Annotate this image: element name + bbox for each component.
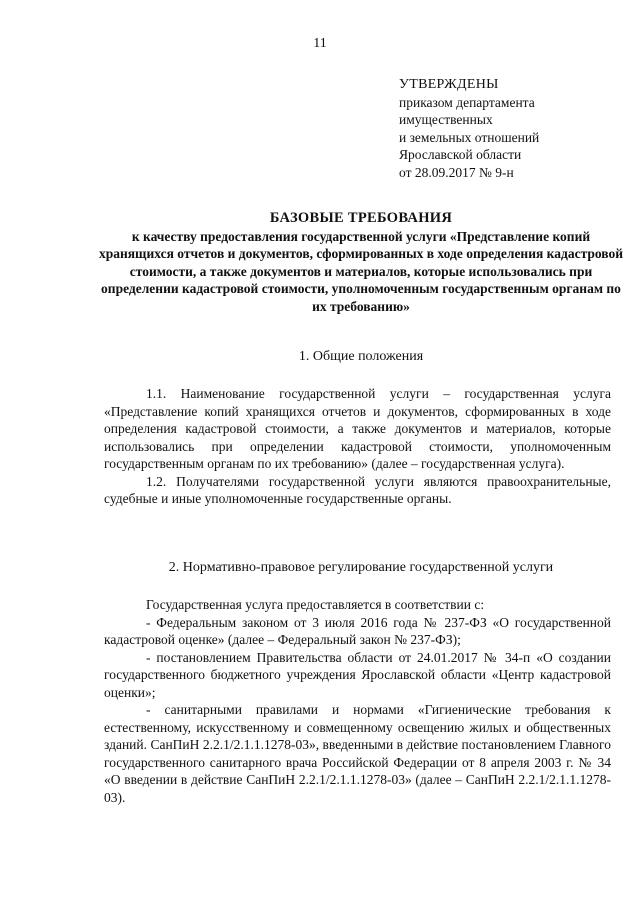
paragraph: 1.2. Получателями государственной услуги являются правоохранительные, судебные и иные уполномоченные государственные органы. [104, 473, 611, 506]
approval-line: от 28.09.2017 № 9-н [399, 164, 514, 180]
paragraph: Государственная услуга предоставляется в соответствии с: [146, 597, 485, 612]
section-body-general [104, 385, 611, 508]
approval-line: Ярославской области [399, 147, 522, 162]
section-heading-regulation: 2. Нормативно-правовое регулирование государственной услуги [168, 560, 554, 575]
document-title [96, 210, 626, 315]
list-item: - постановлением Правительства области от 24.01.2017 № 34-п «О создании государственного бюджетного учреждения Ярославской области «Центр кадастровой оценки»; [104, 649, 611, 700]
approval-line: УТВЕРЖДЕНЫ [399, 77, 499, 92]
paragraph: 1.1. Наименование государственной услуги – государственная услуга «Представление копий хранящихся отчетов и документов, сформированных в ходе определения кадастровой стоимости, а также документов и материалов, которые использовались при определении кадастровой стоимости, уполномоченным государственным органам по их требованию» (далее – государственная услуга). [104, 386, 611, 471]
list-item: - Федеральным законом от 3 июля 2016 года № 237-ФЗ «О государственной кадастровой оценке» (далее – Федеральный закон № 237-ФЗ); [104, 614, 611, 647]
page-number: 11 [313, 36, 327, 51]
approval-line: и земельных отношений [399, 129, 540, 145]
title-subtitle: к качеству предоставления государственной услуги «Представление копий хранящихся отчетов и документов, сформированных в ходе определения кадастровой стоимости, а также документов и материалов, которые использовались при определении кадастровой стоимости, уполномоченным государственным органам по их требованию» [98, 228, 624, 314]
approval-line: имущественных [399, 112, 493, 127]
section-heading-general: 1. Общие положения [298, 349, 424, 364]
approval-line: приказом департамента [399, 94, 535, 110]
title-main: БАЗОВЫЕ ТРЕБОВАНИЯ [269, 210, 453, 226]
approval-stamp [399, 76, 539, 181]
list-item: - санитарными правилами и нормами «Гигиенические требования к естественному, искусственному и совмещенному освещению жилых и общественных зданий. СанПиН 2.2.1/2.1.1.1278-03», введенными в действие постановлением Главного государственного санитарного врача Российской Федерации от 8 апреля 2003 г. № 34 «О введении в действие СанПиН 2.2.1/2.1.1.1278-03» (далее – СанПиН 2.2.1/2.1.1.1278-03). [104, 702, 611, 805]
section-body-regulation [104, 596, 611, 806]
